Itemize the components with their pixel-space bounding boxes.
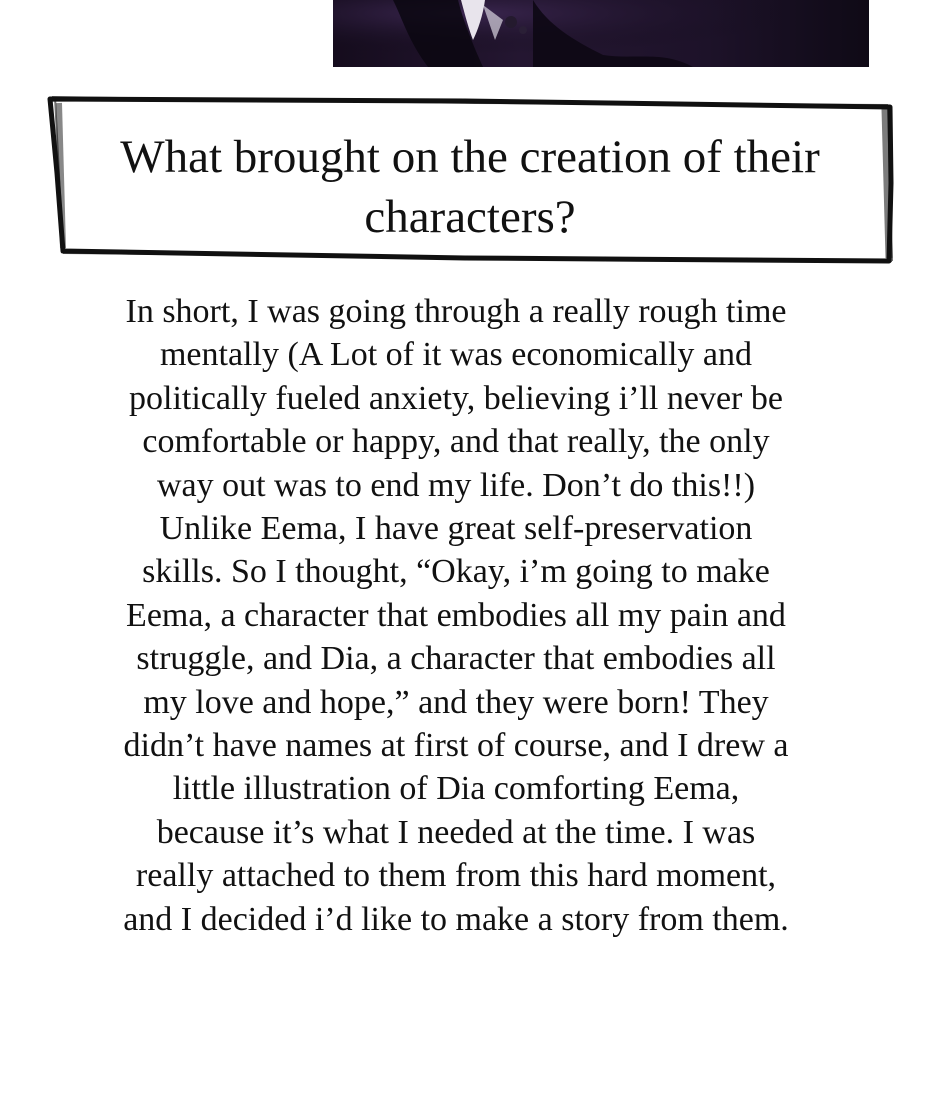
paragraph-2: Unlike Eema, I have great self-preservation skills. So I thought, “Okay, i’m going to make Eema, a character that embodies all my pain and struggle, and Dia, a character that embodies all my love and hope,” and they were born! They didn’t have names at first of course, and I drew a little illustration of Dia comforting Eema, because it’s what I needed at the time. I was really attached to them from this hard moment, and I decided i’d like to make a story from them. bbox=[123, 510, 789, 938]
page-title: What brought on the creation of their characters? bbox=[120, 131, 820, 243]
title-box bbox=[45, 93, 895, 265]
comic-panel-illustration bbox=[333, 0, 869, 67]
article-body bbox=[116, 290, 796, 941]
paragraph-1: In short, I was going through a really rough time mentally (A Lot of it was economically and politically fueled anxiety, believing i’ll never be comfortable or happy, and that really, the only way out was to end my life. Don’t do this!!) bbox=[125, 293, 787, 504]
